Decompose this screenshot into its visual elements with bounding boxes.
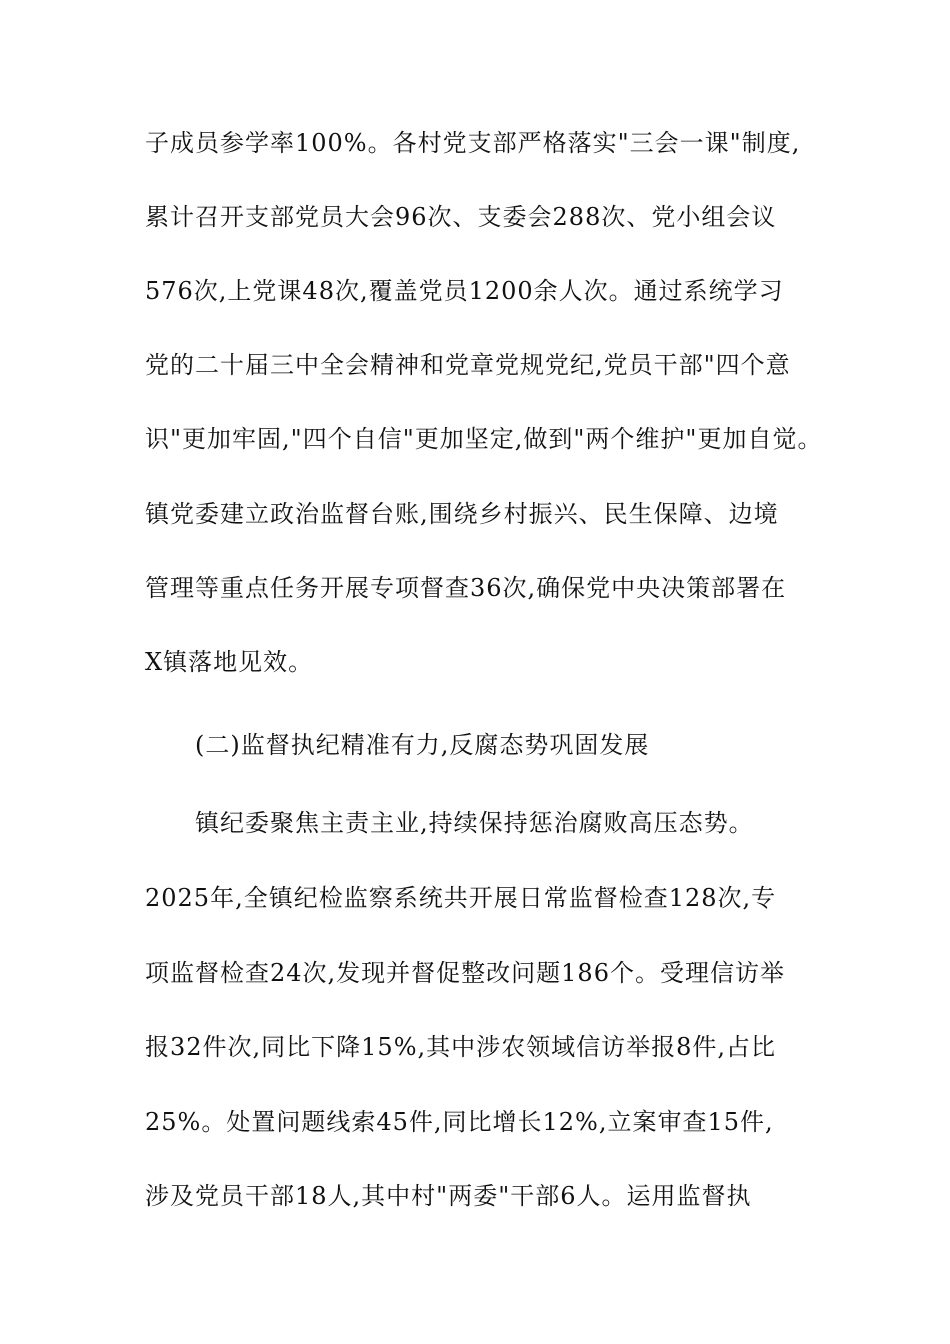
paragraph-2-line-5: 25%。处置问题线索45件,同比增长12%,立案审查15件,	[145, 1108, 774, 1136]
section-heading: (二)监督执纪精准有力,反腐态势巩固发展	[195, 731, 650, 759]
paragraph-1-line-2: 累计召开支部党员大会96次、支委会288次、党小组会议	[145, 203, 777, 231]
paragraph-2-line-1: 镇纪委聚焦主责主业,持续保持惩治腐败高压态势。	[195, 809, 754, 837]
paragraph-1-line-4: 党的二十届三中全会精神和党章党规党纪,党员干部"四个意	[145, 351, 791, 379]
paragraph-1-line-5: 识"更加牢固,"四个自信"更加坚定,做到"两个维护"更加自觉。	[145, 425, 823, 453]
paragraph-1-line-3: 576次,上党课48次,覆盖党员1200余人次。通过系统学习	[145, 277, 784, 305]
paragraph-1-line-1: 子成员参学率100%。各村党支部严格落实"三会一课"制度,	[145, 129, 801, 157]
paragraph-2-line-2: 2025年,全镇纪检监察系统共开展日常监督检查128次,专	[145, 884, 777, 912]
paragraph-1-line-6: 镇党委建立政治监督台账,围绕乡村振兴、民生保障、边境	[145, 500, 779, 528]
paragraph-1-line-8: X镇落地见效。	[145, 648, 314, 676]
paragraph-2-line-4: 报32件次,同比下降15%,其中涉农领域信访举报8件,占比	[145, 1033, 777, 1061]
paragraph-1-line-7: 管理等重点任务开展专项督查36次,确保党中央决策部署在	[145, 574, 787, 602]
paragraph-2-line-3: 项监督检查24次,发现并督促整改问题186个。受理信访举	[145, 959, 785, 987]
paragraph-2-line-6: 涉及党员干部18人,其中村"两委"干部6人。运用监督执	[145, 1182, 752, 1210]
